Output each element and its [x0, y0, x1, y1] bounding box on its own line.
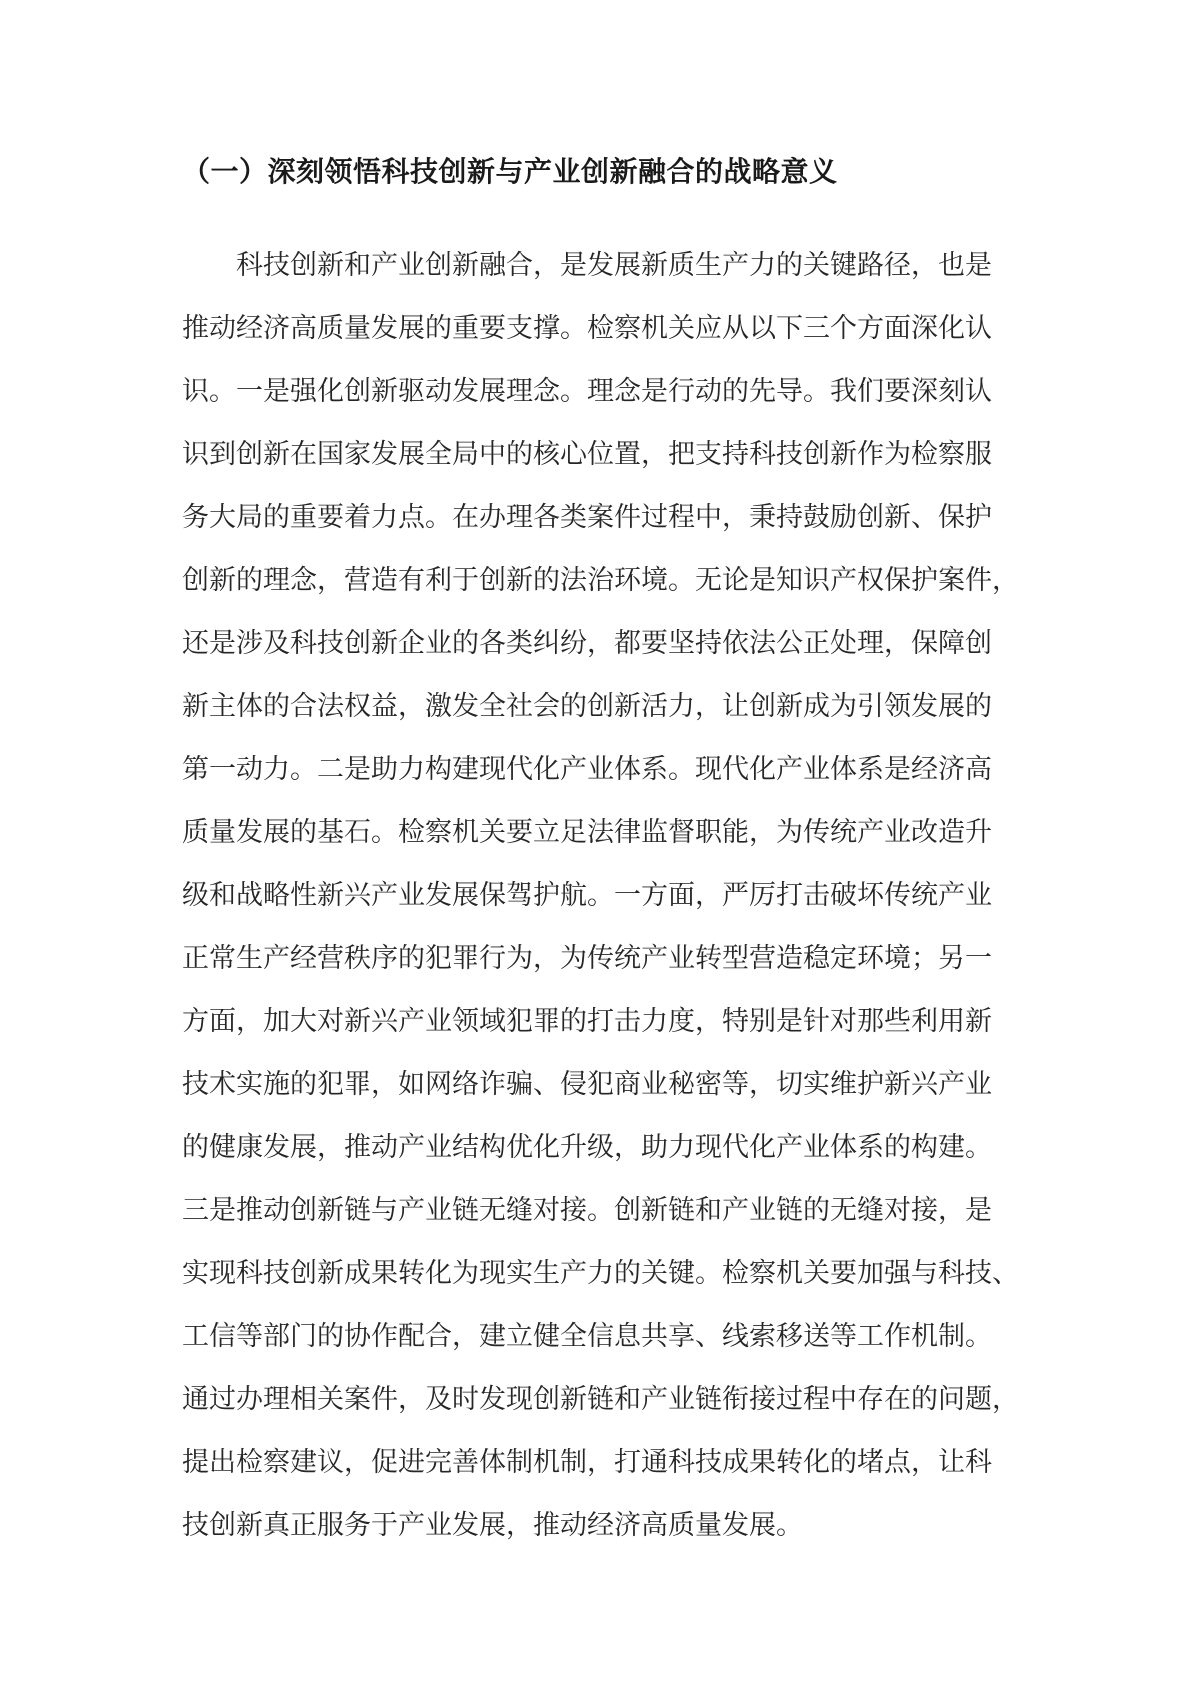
paragraph-line: 实现科技创新成果转化为现实生产力的关键。检察机关要加强与科技、	[182, 1258, 1019, 1289]
paragraph-line: 识。一是强化创新驱动发展理念。理念是行动的先导。我们要深刻认	[182, 376, 992, 407]
paragraph-line: 方面，加大对新兴产业领域犯罪的打击力度，特别是针对那些利用新	[182, 1006, 992, 1037]
paragraph-line: 质量发展的基石。检察机关要立足法律监督职能，为传统产业改造升	[182, 817, 992, 848]
paragraph-line: 提出检察建议，促进完善体制机制，打通科技成果转化的堵点，让科	[182, 1447, 992, 1478]
paragraph-line: 级和战略性新兴产业发展保驾护航。一方面，严厉打击破坏传统产业	[182, 880, 992, 911]
paragraph-line: 新主体的合法权益，激发全社会的创新活力，让创新成为引领发展的	[182, 691, 992, 722]
paragraph-line: 科技创新和产业创新融合，是发展新质生产力的关键路径，也是	[182, 250, 992, 281]
paragraph-line: 推动经济高质量发展的重要支撑。检察机关应从以下三个方面深化认	[182, 313, 992, 344]
paragraph-line: 技术实施的犯罪，如网络诈骗、侵犯商业秘密等，切实维护新兴产业	[182, 1069, 992, 1100]
paragraph-line: 通过办理相关案件，及时发现创新链和产业链衔接过程中存在的问题，	[182, 1384, 1019, 1415]
body-paragraph	[182, 234, 1019, 1557]
paragraph-line: 工信等部门的协作配合，建立健全信息共享、线索移送等工作机制。	[182, 1321, 992, 1352]
paragraph-line: 务大局的重要着力点。在办理各类案件过程中，秉持鼓励创新、保护	[182, 502, 992, 533]
paragraph-line: 三是推动创新链与产业链无缝对接。创新链和产业链的无缝对接，是	[182, 1195, 992, 1226]
paragraph-line: 识到创新在国家发展全局中的核心位置，把支持科技创新作为检察服	[182, 439, 992, 470]
paragraph-line: 技创新真正服务于产业发展，推动经济高质量发展。	[182, 1510, 803, 1541]
paragraph-line: 的健康发展，推动产业结构优化升级，助力现代化产业体系的构建。	[182, 1132, 992, 1163]
section-heading: （一）深刻领悟科技创新与产业创新融合的战略意义	[182, 155, 838, 188]
paragraph-line: 第一动力。二是助力构建现代化产业体系。现代化产业体系是经济高	[182, 754, 992, 785]
paragraph-line: 还是涉及科技创新企业的各类纠纷，都要坚持依法公正处理，保障创	[182, 628, 992, 659]
paragraph-line: 正常生产经营秩序的犯罪行为，为传统产业转型营造稳定环境；另一	[182, 943, 992, 974]
paragraph-line: 创新的理念，营造有利于创新的法治环境。无论是知识产权保护案件，	[182, 565, 1019, 596]
